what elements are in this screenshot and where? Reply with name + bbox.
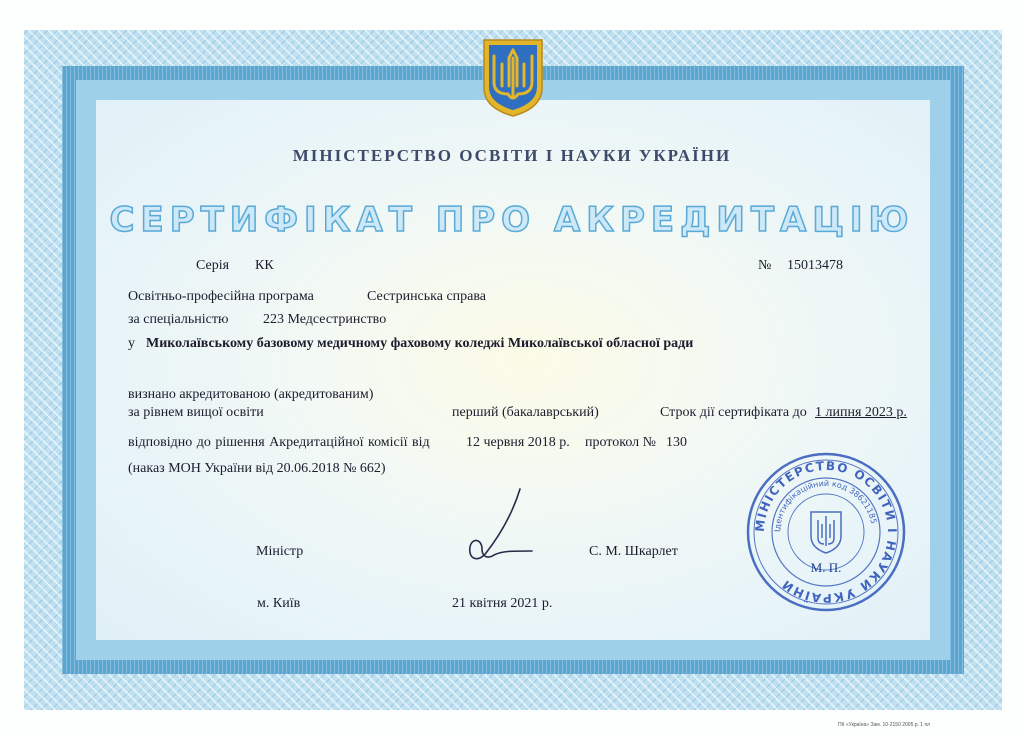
official-stamp-icon: [744, 450, 908, 614]
number-value: 15013478: [787, 258, 843, 273]
program-label: Освітньо-професійна програма: [128, 289, 314, 304]
trident-emblem-icon: [480, 36, 546, 118]
signatory-role: Міністр: [256, 544, 304, 559]
decision-date: 12 червня 2018 р.: [466, 435, 570, 450]
protocol-value: 130: [666, 435, 687, 450]
place-city: м. Київ: [257, 596, 301, 611]
stamp-mp-text: М. П.: [810, 560, 842, 575]
program-value: Сестринська справа: [367, 289, 487, 304]
series-value: КК: [255, 258, 274, 273]
level-label: за рівнем вищої освіти: [128, 405, 264, 420]
protocol-label: протокол №: [585, 435, 656, 450]
level-value: перший (бакалаврський): [452, 405, 599, 420]
signatory-name: С. М. Шкарлет: [589, 544, 678, 559]
series-label: Серія: [196, 258, 230, 273]
print-footer: ПК «Україна» Зам. 10-2150 2005 р. 1 пл: [838, 722, 931, 728]
order-text: (наказ МОН України від 20.06.2018 № 662): [128, 461, 386, 476]
validity-value: 1 липня 2023 р.: [815, 405, 907, 420]
specialty-value: 223 Медсестринство: [263, 312, 387, 327]
certificate-title: СЕРТИФІКАТ ПРО АКРЕДИТАЦІЮ: [109, 200, 915, 240]
stamp-code-text: Ідентифікаційний код 38621185: [772, 478, 879, 533]
specialty-label: за спеціальністю: [128, 312, 229, 327]
signature-icon: [452, 485, 552, 585]
institution-prefix: у: [128, 336, 135, 351]
institution-name: Миколаївському базовому медичному фаховому коледжі Миколаївської обласної ради: [146, 336, 694, 351]
decision-label: відповідно до рішення Акредитаційної комісії від: [128, 435, 430, 450]
ministry-heading: МІНІСТЕРСТВО ОСВІТИ І НАУКИ УКРАЇНИ: [292, 146, 732, 165]
validity-label: Строк дії сертифіката до: [660, 405, 807, 420]
accredited-text: визнано акредитованою (акредитованим): [128, 387, 374, 402]
issue-date: 21 квітня 2021 р.: [452, 596, 553, 611]
number-label: №: [758, 258, 772, 273]
stamp-ring-text: МІНІСТЕРСТВО ОСВІТИ І НАУКИ УКРАЇНИ: [752, 458, 900, 606]
